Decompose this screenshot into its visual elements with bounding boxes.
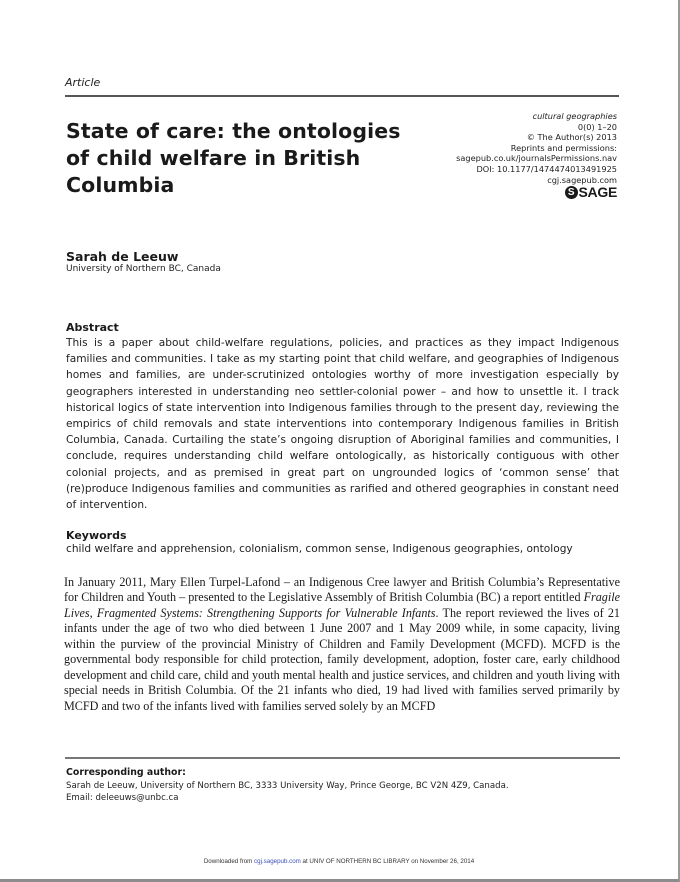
journal-name: cultural geographies	[532, 111, 617, 121]
sage-logo	[565, 186, 617, 199]
sage-logo-text: SAGE	[578, 184, 617, 201]
journal-site[interactable]: cgj.sagepub.com	[547, 174, 617, 185]
download-notice	[0, 858, 678, 865]
corresponding-author-heading: Corresponding author:	[66, 767, 186, 778]
article-type-label: Article	[65, 76, 101, 89]
doi[interactable]: DOI: 10.1177/1474474013491925	[476, 163, 617, 174]
download-prefix: Downloaded from	[203, 858, 255, 865]
report-title: Fragile Lives, Fragmented Systems: Strengthening Supports for Vulnerable Infants	[64, 590, 620, 620]
abstract-heading: Abstract	[66, 321, 119, 334]
reprints-url[interactable]: sagepub.co.uk/journalsPermissions.nav	[456, 153, 617, 164]
footnote-rule	[65, 757, 620, 759]
copyright: © The Author(s) 2013	[526, 132, 617, 143]
download-suffix: at UNIV OF NORTHERN BC LIBRARY on November 26, 2014	[300, 858, 475, 865]
body-text-part1: In January 2011, Mary Ellen Turpel-Lafond – an Indigenous Cree lawyer and British Columbia’s Representative for Children and Youth – presented to the Legislative Assembly of British Columbia (BC) a report entitled	[64, 575, 620, 605]
header-rule	[65, 95, 619, 97]
author-affiliation: University of Northern BC, Canada	[66, 264, 221, 274]
sage-logo-icon: S	[565, 186, 578, 199]
corresponding-author-email[interactable]: Email: deleeuws@unbc.ca	[66, 793, 179, 803]
body-paragraph	[64, 575, 620, 714]
article-title: State of care: the ontologies of child welfare in British Columbia	[66, 119, 401, 197]
keywords-list: child welfare and apprehension, colonialism, common sense, Indigenous geographies, ontology	[66, 543, 573, 555]
keywords-heading: Keywords	[66, 529, 127, 542]
journal-meta	[456, 111, 617, 199]
download-link[interactable]: cgj.sagepub.com	[254, 858, 301, 865]
reprints-label: Reprints and permissions:	[510, 142, 617, 153]
author-name: Sarah de Leeuw	[66, 249, 179, 264]
body-text-part2: . The report reviewed the lives of 21 infants under the age of two who died between 1 June 2007 and 1 May 2009 while, in some capacity, living within the purview of the provincial Ministry of Children and Family Development (MCFD). MCFD is the governmental body responsible for child protection, family development, adoption, foster care, early childhood development and child care, child and youth mental health and justice services, and children and youth living with special needs in British Columbia. Of the 21 infants who died, 19 had lived with families served primarily by MCFD and two of the infants lived with families served solely by an MCFD	[64, 605, 620, 713]
corresponding-author-address: Sarah de Leeuw, University of Northern BC, 3333 University Way, Prince George, BC V2N 4Z9, Canada.	[66, 781, 509, 791]
issue-pages: 0(0) 1–20	[577, 121, 617, 132]
abstract-text: This is a paper about child-welfare regulations, policies, and practices as they impact Indigenous families and communities. I take as my starting point that child welfare, and geographies of Indigenous homes and families, are under-scrutinized ontologies worthy of more investigation especially by geographers interested in understanding neo settler-colonial power – and how to unsettle it. I track historical logics of state intervention into Indigenous families through to the present day, reviewing the empirics of child removals and state interventions into contemporary Indigenous families in British Columbia, Canada. Curtailing the state’s ongoing disruption of Aboriginal families and communities, I conclude, requires understanding child welfare ontologically, as historically contiguous with other colonial projects, and as premised in great part on ungrounded logics of ‘common sense’ that (re)produce Indigenous families and communities as rarified and othered geographies in constant need of intervention.	[66, 337, 619, 512]
